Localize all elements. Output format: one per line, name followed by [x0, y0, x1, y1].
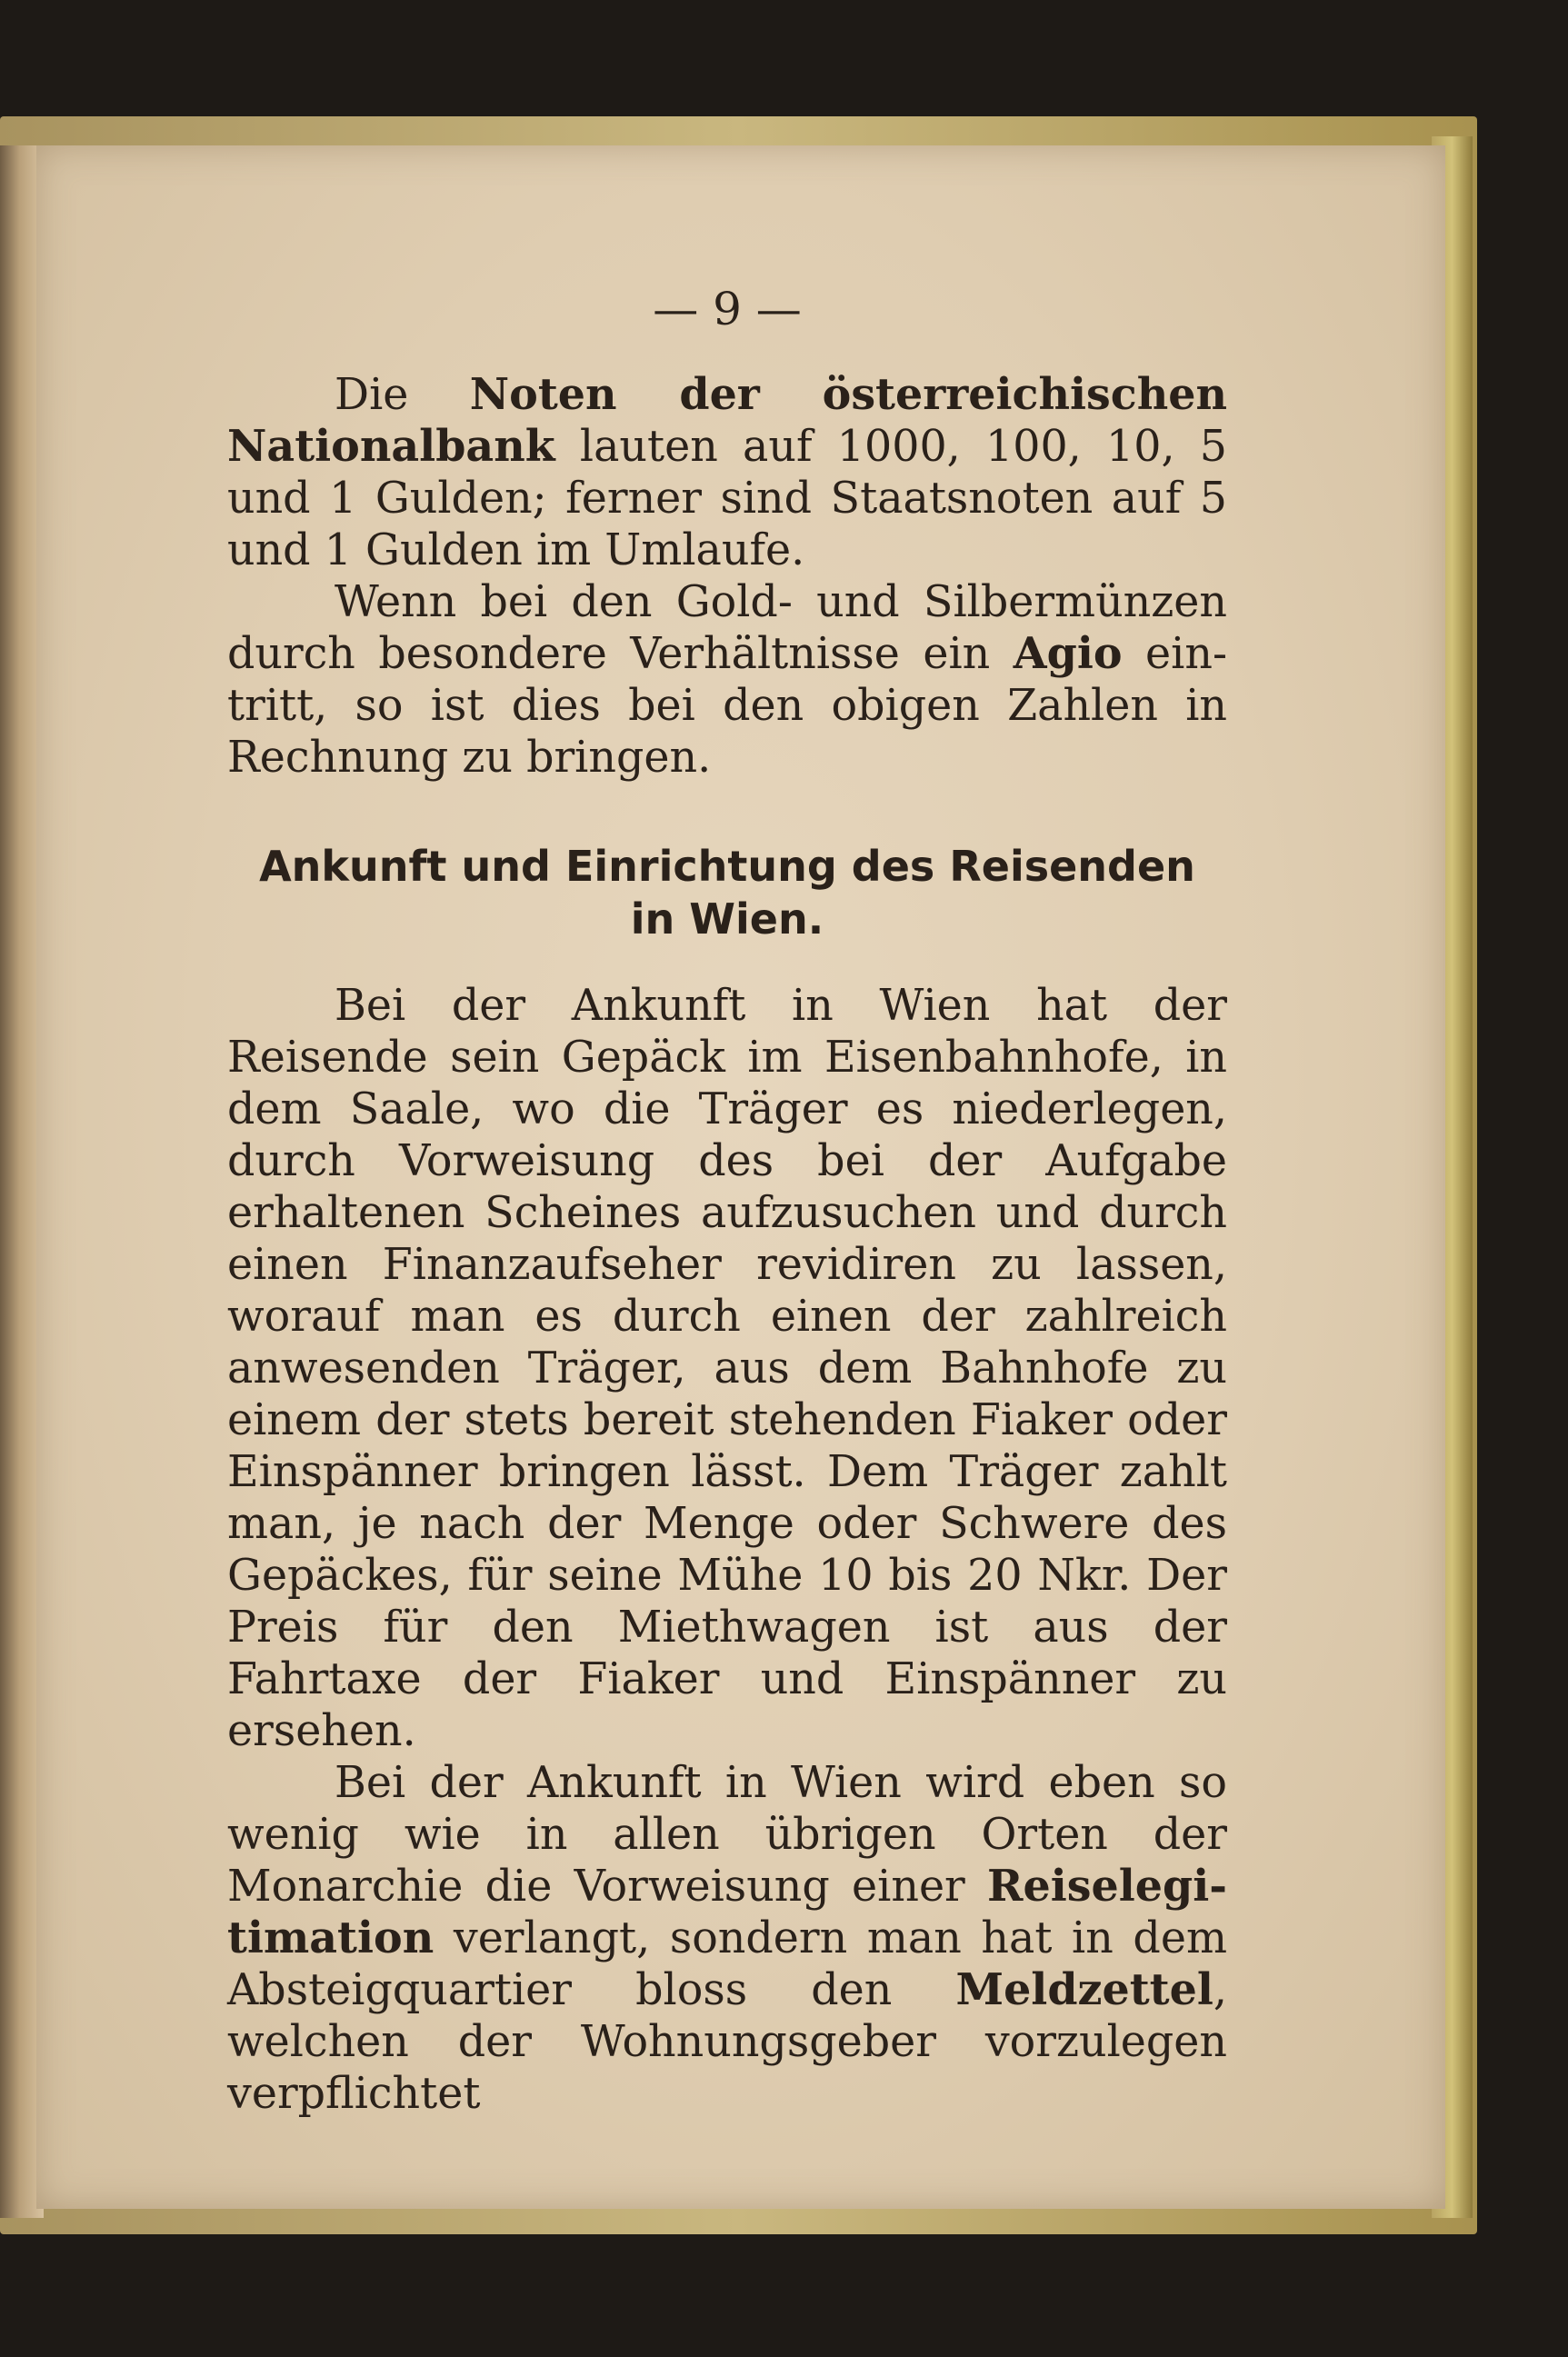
paragraph-agio-text-1: Wenn bei den Gold- und Silbermünzen durch besondere Verhältnisse ein — [227, 577, 1227, 679]
paragraph-registration-text-1: Bei der Ankunft in Wien wird eben so wenig wie in allen übrigen Orten der Monarchie die Vorweisung einer — [227, 1758, 1227, 1912]
paragraph-banknotes-text-2: lauten auf 1000, 100, 10, 5 und 1 Gulden; ferner sind Staatsnoten auf 5 und 1 Gulden im Umlaufe. — [227, 422, 1227, 575]
page-number: — 9 — — [653, 283, 802, 335]
paragraph-agio-text-2: eintritt, so ist dies bei den obigen Zahlen in Rechnung zu bringen. — [227, 629, 1228, 783]
section-heading-line-1: Ankunft und Einrichtung des Reisenden — [259, 842, 1195, 891]
section-heading-line-2: in Wien. — [630, 894, 824, 944]
paragraph-registration-text-2: verlangt, sondern man hat in dem Absteigquartier bloss den — [227, 1913, 1227, 2015]
paragraph-banknotes-text-1: Die — [335, 370, 470, 420]
paragraph-arrival: Bei der Ankunft in Wien hat der Reisende sein Gepäck im Eisenbahnhofe, in dem Saale, wo die Träger es niederlegen, durch Vorweisung des bei der Aufgabe erhaltenen Scheines aufzusuchen und durch einen Finanzaufseher revidiren zu lassen, worauf man es durch einen der zahlreich anwesenden Träger, aus dem Bahnhofe zu einem der stets bereit stehenden Fiaker oder Einspänner bringen lässt. Dem Träger zahlt man, je nach der Menge oder Schwere des Gepäckes, für seine Mühe 10 bis 20 Nkr. Der Preis für den Miethwagen ist aus der Fahrtaxe der Fiaker und Einspänner zu ersehen. — [227, 981, 1227, 1756]
paragraph-banknotes — [227, 369, 1227, 576]
paragraph-agio — [227, 576, 1227, 784]
paragraph-registration-bold-1: Reiselegitimation — [227, 1861, 1227, 1963]
page-text-block — [227, 282, 1227, 2120]
section-heading — [227, 840, 1227, 945]
paragraph-registration-bold-2: Meldzettel — [955, 1964, 1213, 2015]
paragraph-registration — [227, 1757, 1227, 2120]
paragraph-banknotes-bold-1: Noten der österreichischen Nationalbank — [227, 369, 1227, 472]
paragraph-agio-bold-1: Agio — [1013, 628, 1123, 679]
paragraph-registration-text-3: , welchen der Wohnungsgeber vorzulegen verpflichtet — [227, 1965, 1227, 2119]
